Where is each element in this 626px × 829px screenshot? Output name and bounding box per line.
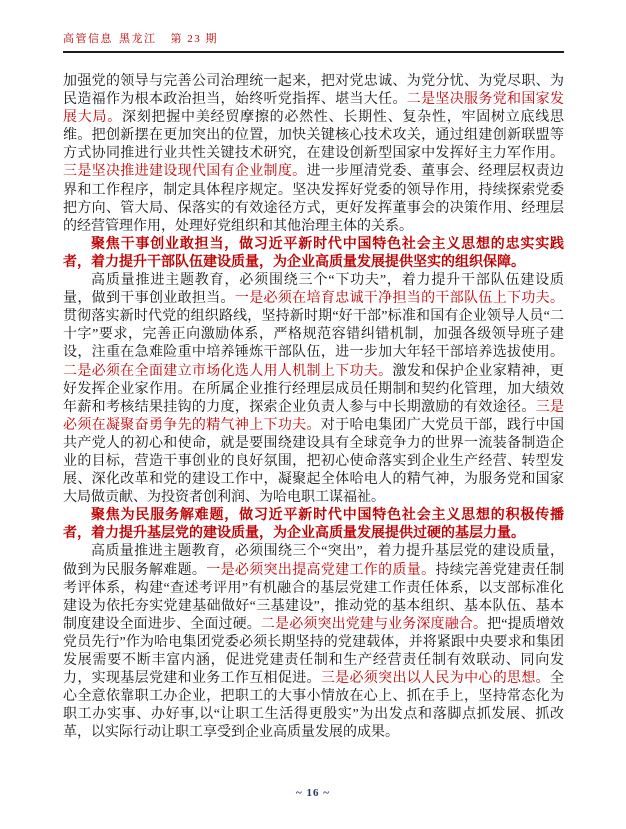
highlight-paragraph (63, 236, 564, 272)
body-paragraph (63, 543, 564, 742)
text-segment: 高质量推进主题教育，必须围绕三个“突出”，着力提升基层党的建设质量，做到为民服务解难题。 (63, 544, 564, 578)
header-divider (63, 51, 564, 53)
emphasis-text-segment: 一是必须突出提高党建工作的质量。 (206, 562, 436, 578)
emphasis-text-segment: 三是必须在凝聚奋勇争先的精气神上下功夫。 (63, 399, 565, 433)
text-segment: 把“提质增效党员先行”作为哈电集团党委必须长期坚持的党建载体，并将紧跟中央要求和集团发展需要不断丰富内涵，促进党建责任制和生产经营责任制有效联动、同向发力，实现基层党建和业务工作互相促进。 (63, 616, 565, 687)
journal-title: 高管信息 (63, 33, 113, 45)
text-segment: 贯彻落实新时代党的组织路线，坚持新时期“好干部”标准和国有企业领导人员“二十字”要求，完善正向激励体系，严格规范容错纠错机制，加强各级领导班子建设，注重在急难险重中培养锤炼干部队伍，进一步加大年轻干部培养选拔使用。 (63, 309, 564, 361)
text-segment: 激发和保护企业家精神，更好发挥企业家作用。在所属企业推行经理层成员任期制和契约化管理，加大绩效年薪和考核结果挂钩的力度，探索企业负责人参与中长期激励的有效途径。 (63, 363, 565, 415)
emphasis-text-segment: 二是必须突出党建与业务深度融合。 (260, 616, 488, 632)
page-header (63, 30, 564, 53)
text-segment: 全心全意依靠职工办企业，把职工的大事小情放在心上、抓在手上，坚持常态化为职工办实事、办好事,以“让职工生活得更殷实”为出发点和落脚点抓发展、抓改革，以实际行动让职工享受到企业高质量发展的成果。 (63, 671, 565, 741)
page-footer (0, 787, 626, 799)
body-paragraph (63, 73, 564, 236)
emphasis-text-segment: 三是必须突出以人民为中心的思想。 (320, 671, 551, 687)
text-segment: 加强党的领导与完善公司治理统一起来，把对党忠诚、为党分忧、为党尽职、为民造福作为根本政治担当，始终听党指挥、堪当大任。 (63, 74, 564, 108)
page-number: ~ 16 ~ (296, 787, 330, 799)
journal-issue-number: 第 23 期 (170, 33, 218, 45)
body-paragraph (63, 272, 564, 507)
article-body (63, 73, 564, 742)
text-segment: 持续完善党建责任制考评体系，构建“查述考评用”有机融合的基层党建工作责任体系，以支部标准化建设为依托夯实党建基础做好“三基建设”，推动党的基本组织、基本队伍、基本制度建设全面进步、全面过硬。 (63, 562, 565, 632)
text-segment: 深刻把握中美经贸摩擦的必然性、长期性、复杂性，牢固树立底线思维。把创新摆在更加突出的位置，加快关键核心技术攻关，通过组建创新联盟等方式协同推进行业共性关键技术研究，在建设创新型国家中发挥好主力军作用。 (63, 110, 564, 162)
text-segment: 进一步厘清党委、董事会、经理层权责边界和工作程序，制定具体程序规定。坚决发挥好党委的领导作用，持续探索党委把方向、管大局、保落实的有效途径方式，更好发挥董事会的决策作用、经理层的经营管理作用，处理好党组织和其他治理主体的关系。 (63, 164, 564, 234)
text-segment: 高质量推进主题教育，必须围绕三个“下功夫”，着力提升干部队伍建设质量，做到干事创业敢担当。 (63, 273, 564, 307)
emphasis-text-segment: 二是坚决服务党和国家发展大局。 (63, 92, 565, 126)
highlight-paragraph (63, 507, 564, 543)
emphasis-text-segment: 二是必须在全面建立市场化选人用人机制上下功夫。 (63, 363, 393, 379)
text-segment: 对于哈电集团广大党员干部，践行中国共产党人的初心和使命，就是要围绕建设具有全球竞争力的世界一流装备制造企业的目标，营造干事创业的良好氛围，把初心使命落实到企业生产经营、转型发展、深化改革和党的建设工作中，凝聚起全体哈电人的精气神，为服务党和国家大局做贡献、为投资者创利润、为哈电职工谋福祉。 (63, 417, 565, 506)
journal-region: 黑龙江 (119, 33, 157, 45)
emphasis-text-segment: 聚焦为民服务解难题，做习近平新时代中国特色社会主义思想的积极传播者，着力提升基层党的建设质量，为企业高质量发展提供过硬的基层力量。 (63, 508, 564, 542)
emphasis-text-segment: 聚焦干事创业敢担当，做习近平新时代中国特色社会主义思想的忠实实践者，着力提升干部队伍建设质量，为企业高质量发展提供坚实的组织保障。 (63, 236, 564, 270)
emphasis-text-segment: 一是必须在培育忠诚干净担当的干部队伍上下功夫。 (234, 291, 565, 307)
emphasis-text-segment: 三是坚决推进建设现代国有企业制度。 (63, 164, 307, 180)
header-masthead (63, 30, 564, 46)
